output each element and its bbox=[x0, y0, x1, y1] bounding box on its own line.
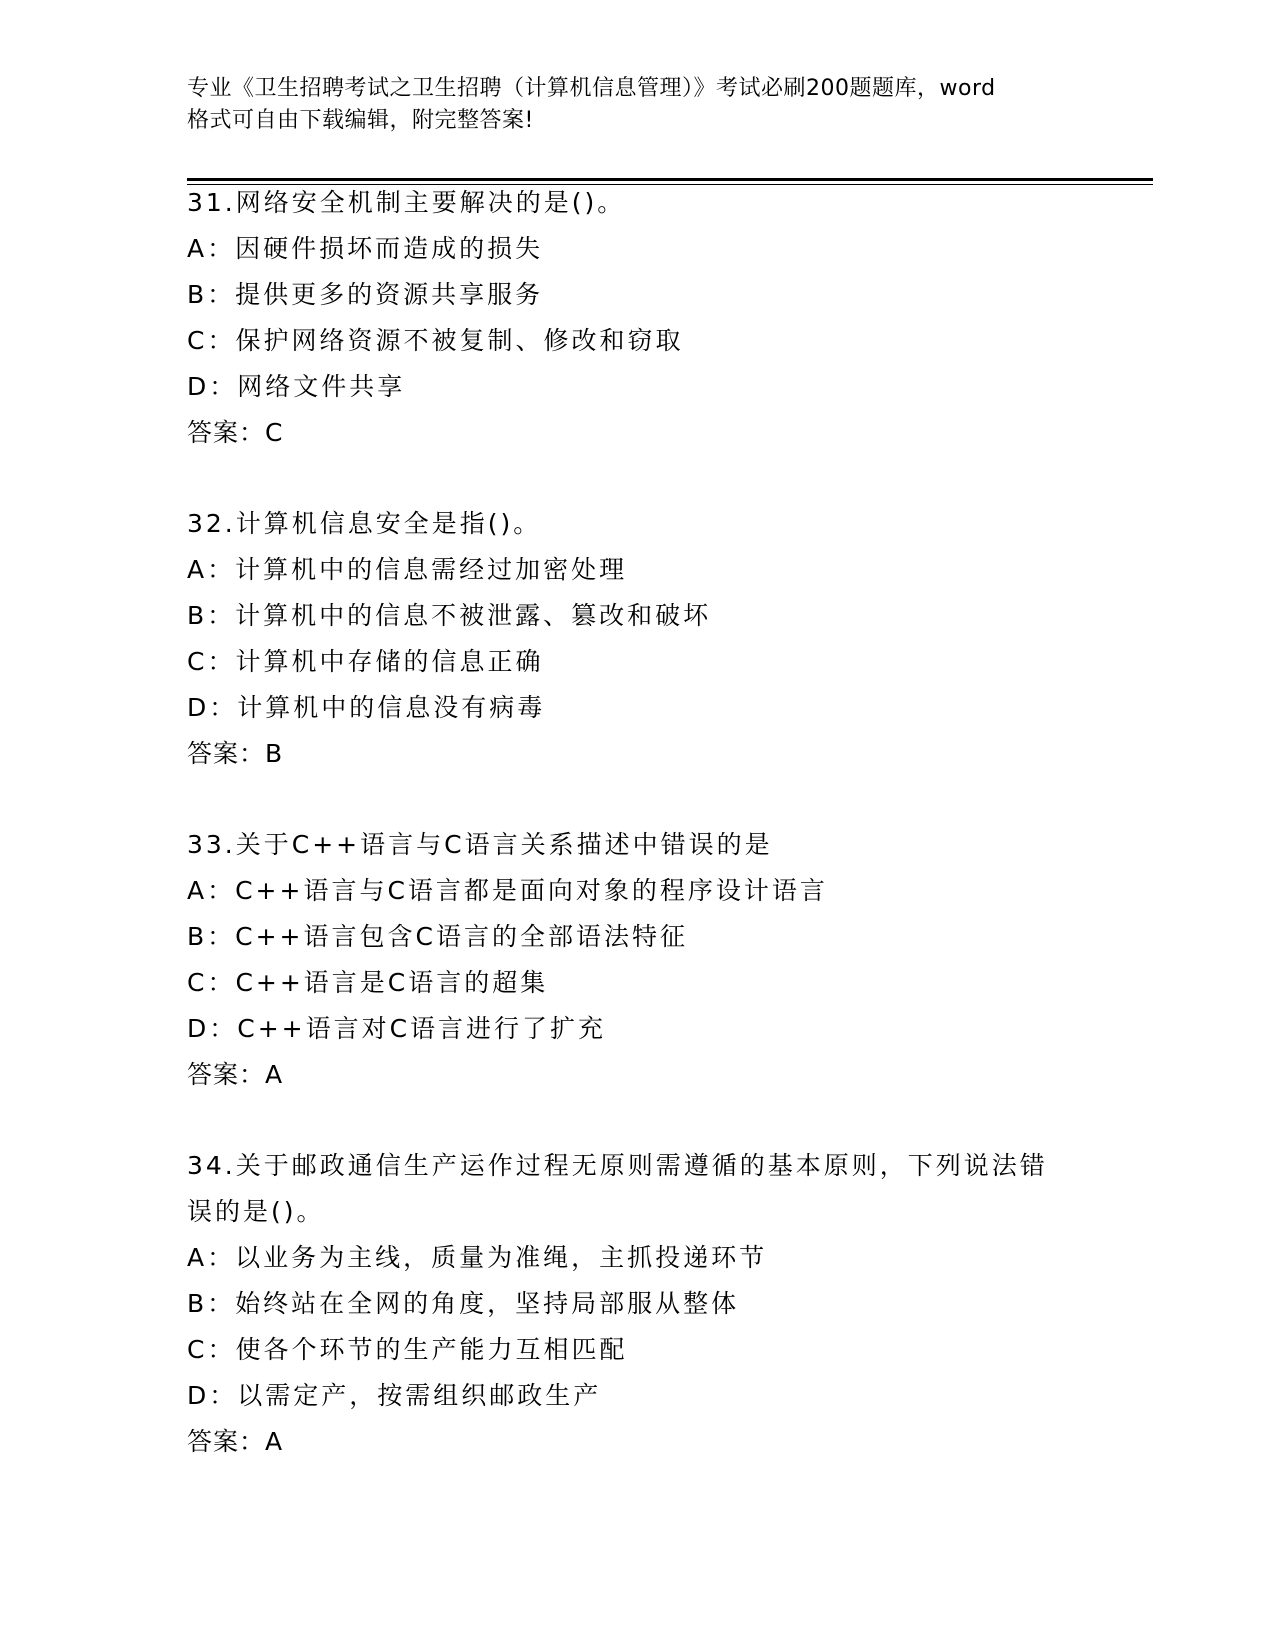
option-d: D：计算机中的信息没有病毒 bbox=[187, 693, 546, 722]
option-d: D：以需定产，按需组织邮政生产 bbox=[187, 1381, 602, 1410]
option-a: A：C++语言与C语言都是面向对象的程序设计语言 bbox=[187, 876, 828, 905]
option-a: A：计算机中的信息需经过加密处理 bbox=[187, 555, 628, 584]
option-b: B：始终站在全网的角度，坚持局部服从整体 bbox=[187, 1289, 740, 1318]
answer: 答案：A bbox=[187, 1060, 284, 1089]
document-header bbox=[187, 73, 1087, 137]
option-a: A：因硬件损坏而造成的损失 bbox=[187, 234, 544, 263]
question-32 bbox=[187, 501, 1087, 777]
question-stem-line-2: 误的是()。 bbox=[187, 1197, 325, 1226]
option-b: B：C++语言包含C语言的全部语法特征 bbox=[187, 922, 688, 951]
header-line-1: 专业《卫生招聘考试之卫生招聘（计算机信息管理）》考试必刷200题题库，word bbox=[187, 76, 996, 101]
option-d: D：C++语言对C语言进行了扩充 bbox=[187, 1014, 607, 1043]
option-c: C：C++语言是C语言的超集 bbox=[187, 968, 549, 997]
option-b: B：提供更多的资源共享服务 bbox=[187, 280, 544, 309]
question-stem: 31.网络安全机制主要解决的是()。 bbox=[187, 188, 626, 217]
option-c: C：使各个环节的生产能力互相匹配 bbox=[187, 1335, 628, 1364]
question-stem: 32.计算机信息安全是指()。 bbox=[187, 509, 542, 538]
question-33 bbox=[187, 822, 1087, 1098]
option-d: D：网络文件共享 bbox=[187, 372, 406, 401]
header-line-2: 格式可自由下载编辑，附完整答案! bbox=[187, 108, 534, 133]
option-c: C：保护网络资源不被复制、修改和窃取 bbox=[187, 326, 684, 355]
option-a: A：以业务为主线，质量为准绳，主抓投递环节 bbox=[187, 1243, 768, 1272]
question-31 bbox=[187, 180, 1087, 456]
question-34 bbox=[187, 1143, 1087, 1465]
option-c: C：计算机中存储的信息正确 bbox=[187, 647, 544, 676]
question-stem: 33.关于C++语言与C语言关系描述中错误的是 bbox=[187, 830, 773, 859]
option-b: B：计算机中的信息不被泄露、篡改和破坏 bbox=[187, 601, 712, 630]
answer: 答案：A bbox=[187, 1427, 284, 1456]
answer: 答案：C bbox=[187, 418, 284, 447]
answer: 答案：B bbox=[187, 739, 284, 768]
question-stem-line-1: 34.关于邮政通信生产运作过程无原则需遵循的基本原则，下列说法错 bbox=[187, 1151, 1048, 1180]
